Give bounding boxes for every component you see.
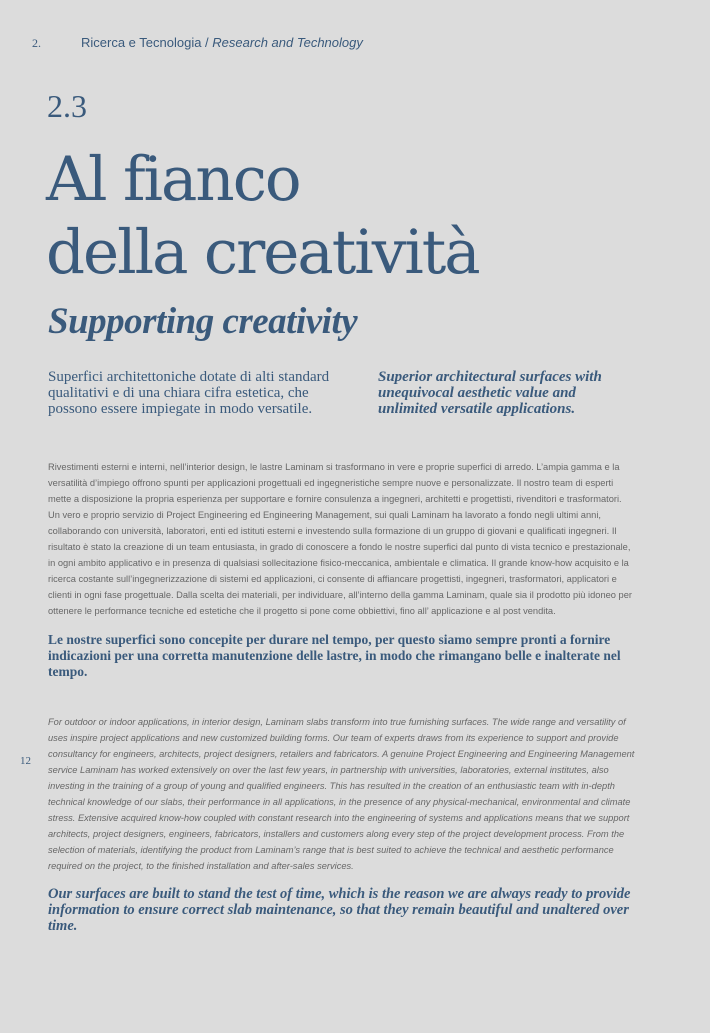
lead-paragraph-en: Superior architectural surfaces with unequivocal aesthetic value and unlimited versatile applications.	[378, 369, 602, 417]
section-title-it-line1: Al fianco	[46, 144, 300, 215]
section-number: 2.3	[47, 88, 87, 124]
closing-statement-en: Our surfaces are built to stand the test of time, which is the reason we are always ready to provide information to ensure correct slab maintenance, so that they remain beautiful and unaltered over time.	[48, 886, 631, 934]
running-header-it: Ricerca e Tecnologia /	[81, 35, 209, 50]
closing-statement-it: Le nostre superfici sono concepite per durare nel tempo, per questo siamo sempre pronti a fornire indicazioni per una corretta manutenzione delle lastre, in modo che rimangano belle e inalterate nel tempo.	[48, 632, 621, 679]
body-text-en: For outdoor or indoor applications, in interior design, Laminam slabs transform into true furnishing surfaces. The wide range and versatility of uses inspire project applications and new customized building forms. Our team of experts draws from its experience to support and provide consultancy for engineers, architects, project designers, retailers and fabricators. A genuine Project Engineering and Engineering Management service Laminam has worked extensively on over the last few years, in partnership with universities, laboratories, external institutes, also investing in the training of a group of young and qualified engineers. This has resulted in the creation of an enthusiastic team with in-depth technical knowledge of our slabs, their performance in all applications, in the presence of any physical-mechanical, environmental and climate stress. Extensive acquired know-how coupled with constant research into the engineering of systems and applications means that we support architects, project designers, engineers, fabricators, installers and customers along every step of the project development process. From the selection of materials, identifying the product from Laminam’s range that is best suited to achieve the technical and aesthetic performance required on the project, to the finished installation and after-sales services.	[48, 717, 635, 871]
body-text-it: Rivestimenti esterni e interni, nell’interior design, le lastre Laminam si trasformano in vere e proprie superfici di arredo. L’ampia gamma e la versatilità d’impiego offrono spunti per applicazioni progettuali ed ingegneristiche sempre nuove e personalizzate. Il nostro team di esperti mette a disposizione la propria esperienza per supportare e fornire consulenza a ingegneri, architetti e progettisti, rivenditori e trasformatori. Un vero e proprio servizio di Project Engineering ed Engineering Management, sui quali Laminam ha lavorato a fondo negli ultimi anni, collaborando con università, laboratori, enti ed istituti esterni e investendo sulla formazione di un gruppo di giovani e qualificati ingegneri. Il risultato è stato la creazione di un team entusiasta, in grado di conoscere a fondo le nostre superfici dal punto di vista tecnico e prestazionale, in ogni ambito applicativo e in presenza di qualsiasi sollecitazione fisico-meccanica, ambientale e climatica. Il grande know-how acquisito e la ricerca costante sull’ingegnerizzazione di sistemi ed applicazioni, ci consente di affiancare progettisti, ingegneri, trasformatori, applicatori e clienti in ogni fase progettuale. Dalla scelta dei materiali, per individuare, all’interno della gamma Laminam, quale sia il prodotto più idoneo per ottenere le performance tecniche ed estetiche che il progetto si pone come obbiettivi, fino all’ applicazione e al post vendita.	[48, 462, 632, 616]
chapter-number: 2.	[32, 36, 41, 50]
section-title-it-line2: della creatività	[46, 217, 479, 288]
running-header-en: Research and Technology	[212, 35, 363, 50]
page-number: 12	[20, 755, 31, 767]
section-title-it	[46, 143, 546, 289]
section-title-en: Supporting creativity	[48, 301, 358, 342]
lead-paragraph-it: Superfici architettoniche dotate di alti standard qualitativi e di una chiara cifra estetica, che possono essere impiegate in modo versatile.	[48, 369, 330, 417]
running-header	[81, 35, 363, 50]
